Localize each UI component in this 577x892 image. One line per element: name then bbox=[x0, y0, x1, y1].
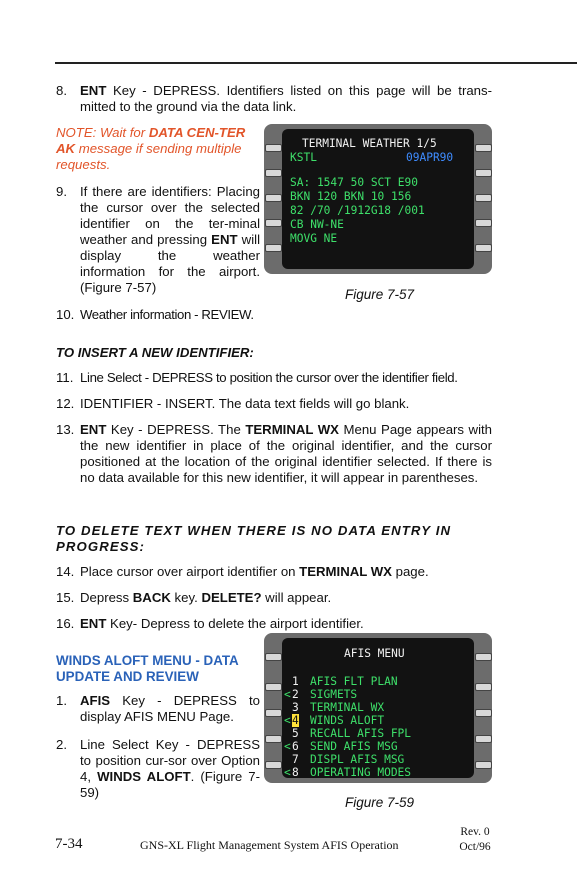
note-text: NOTE: Wait for bbox=[56, 125, 149, 140]
step-number: 16. bbox=[56, 616, 75, 631]
step-number: 2. bbox=[56, 737, 67, 752]
step-13 bbox=[80, 422, 492, 486]
step-text: will display the weather information for the airport. (Figure 7-57) bbox=[80, 232, 260, 295]
step-text: key. bbox=[170, 590, 202, 605]
step-number: 10. bbox=[56, 307, 75, 322]
figure-caption: Figure 7-59 bbox=[345, 795, 415, 810]
step-number: 1. bbox=[56, 693, 67, 708]
screen-line: CB NW-NE bbox=[290, 218, 344, 231]
step-12: IDENTIFIER - INSERT. The data text fields will go blank. bbox=[80, 396, 410, 411]
line-select-key-l4[interactable] bbox=[265, 735, 282, 743]
line-select-key-r3[interactable] bbox=[475, 194, 492, 202]
delete-heading: TO DELETE TEXT WHEN THERE IS NO DATA ENTRY IN PROGRESS: bbox=[56, 523, 452, 554]
cdu-terminal-weather bbox=[264, 124, 492, 274]
key-name: ENT bbox=[80, 83, 107, 98]
menu-item-number: 3 bbox=[292, 701, 299, 714]
option-name: WINDS ALOFT bbox=[97, 769, 191, 784]
menu-item-label[interactable]: OPERATING MODES bbox=[310, 766, 412, 778]
page-name: TERMINAL WX bbox=[299, 564, 392, 579]
step-14 bbox=[80, 564, 429, 580]
step-number: 9. bbox=[56, 184, 67, 199]
step-10: Weather information - REVIEW. bbox=[80, 307, 254, 322]
line-select-key-l3[interactable] bbox=[265, 194, 282, 202]
note-text: message if sending multiple requests. bbox=[56, 141, 242, 172]
prompt-text: DELETE? bbox=[201, 590, 262, 605]
cdu-afis-menu bbox=[264, 633, 492, 783]
step-number: 12. bbox=[56, 396, 75, 411]
menu-item-label[interactable]: SIGMETS bbox=[310, 688, 358, 701]
step-text: Key - DEPRESS. Identifiers listed on this page will be trans-mitted to the ground via the data link. bbox=[80, 83, 492, 114]
line-select-key-l2[interactable] bbox=[265, 169, 282, 177]
step-text: Key - DEPRESS to display AFIS MENU Page. bbox=[80, 693, 260, 724]
page-name: TERMINAL WX bbox=[245, 422, 339, 437]
menu-item-number: 8 bbox=[292, 766, 299, 778]
menu-item-label[interactable]: TERMINAL WX bbox=[310, 701, 385, 714]
menu-item-label[interactable]: AFIS FLT PLAN bbox=[310, 675, 398, 688]
line-select-key-r4[interactable] bbox=[475, 219, 492, 227]
step-text: Menu Page appears with the new identifier in place of the original identifier, and the cursor positioned at the location of the original identifier selected. If there is no data available for this new identifier, it will appear in parentheses. bbox=[80, 422, 492, 485]
line-select-key-l3[interactable] bbox=[265, 709, 282, 717]
step-9 bbox=[80, 184, 260, 296]
line-select-key-l1[interactable] bbox=[265, 653, 282, 661]
screen-title: TERMINAL WEATHER 1/5 bbox=[302, 137, 437, 150]
header-rule bbox=[55, 62, 577, 64]
line-select-key-r1[interactable] bbox=[475, 653, 492, 661]
revision: Rev. 0 bbox=[460, 826, 490, 838]
key-name: BACK bbox=[132, 590, 171, 605]
step-number: 8. bbox=[56, 83, 67, 98]
line-select-key-r2[interactable] bbox=[475, 169, 492, 177]
key-name: ENT bbox=[80, 616, 107, 631]
line-select-key-r2[interactable] bbox=[475, 683, 492, 691]
footer-title: GNS-XL Flight Management System AFIS Operation bbox=[140, 838, 399, 852]
line-select-key-l2[interactable] bbox=[265, 683, 282, 691]
figure-caption: Figure 7-57 bbox=[345, 287, 415, 302]
select-arrow: < bbox=[284, 688, 291, 701]
cdu-screen bbox=[282, 638, 474, 778]
screen-line: SA: 1547 50 SCT E90 bbox=[290, 176, 418, 189]
menu-item-number: 7 bbox=[292, 753, 299, 766]
menu-item-label[interactable]: WINDS ALOFT bbox=[310, 714, 385, 727]
menu-item-label[interactable]: SEND AFIS MSG bbox=[310, 740, 398, 753]
revision-block bbox=[455, 825, 495, 855]
select-arrow: < bbox=[284, 766, 291, 778]
screen-title: AFIS MENU bbox=[344, 647, 405, 660]
step-text: Depress bbox=[80, 590, 133, 605]
screen-ident: KSTL bbox=[290, 151, 317, 164]
step-text: page. bbox=[391, 564, 429, 579]
cdu-screen bbox=[282, 129, 474, 269]
cursor-highlight: 4 bbox=[292, 714, 299, 727]
winds-aloft-heading: WINDS ALOFT MENU - DATA UPDATE AND REVIEW bbox=[56, 653, 239, 684]
line-select-key-l4[interactable] bbox=[265, 219, 282, 227]
line-select-key-r3[interactable] bbox=[475, 709, 492, 717]
winds-step-1 bbox=[80, 693, 260, 725]
step-number: 11. bbox=[56, 370, 74, 385]
winds-step-2 bbox=[80, 737, 260, 801]
key-name: ENT bbox=[80, 422, 107, 437]
line-select-key-r1[interactable] bbox=[475, 144, 492, 152]
insert-heading: TO INSERT A NEW IDENTIFIER: bbox=[56, 345, 254, 360]
step-text: If there are identifiers: Placing the cursor over the selected identifier on the ter-minal weather and pressing bbox=[80, 184, 260, 247]
line-select-key-r4[interactable] bbox=[475, 735, 492, 743]
menu-item-label[interactable]: DISPL AFIS MSG bbox=[310, 753, 405, 766]
step-text: will appear. bbox=[261, 590, 332, 605]
key-name: AFIS bbox=[80, 693, 111, 708]
menu-item-label[interactable]: RECALL AFIS FPL bbox=[310, 727, 412, 740]
select-arrow: < bbox=[284, 714, 291, 727]
menu-item-number: 6 bbox=[292, 740, 299, 753]
step-text: . (Figure 7-59) bbox=[80, 769, 260, 800]
note bbox=[56, 125, 261, 173]
step-number: 13. bbox=[56, 422, 75, 437]
step-15 bbox=[80, 590, 331, 606]
step-8 bbox=[80, 83, 492, 115]
step-text: Key - DEPRESS. The bbox=[106, 422, 246, 437]
screen-line: MOVG NE bbox=[290, 232, 338, 245]
revision-date: Oct/96 bbox=[459, 841, 491, 853]
page-number: 7-34 bbox=[55, 836, 83, 852]
line-select-key-r5[interactable] bbox=[475, 761, 492, 769]
step-text: Place cursor over airport identifier on bbox=[80, 564, 300, 579]
screen-line: 82 /70 /1912G18 /001 bbox=[290, 204, 425, 217]
step-text: Line Select Key - DEPRESS to position cur-sor over Option 4, bbox=[80, 737, 260, 784]
menu-item-number: 1 bbox=[292, 675, 299, 688]
menu-item-number: 2 bbox=[292, 688, 299, 701]
step-number: 14. bbox=[56, 564, 75, 579]
line-select-key-l5[interactable] bbox=[265, 244, 282, 252]
select-arrow: < bbox=[284, 740, 291, 753]
step-number: 15. bbox=[56, 590, 75, 605]
screen-date: 09APR90 bbox=[406, 151, 454, 164]
line-select-key-l5[interactable] bbox=[265, 761, 282, 769]
line-select-key-l1[interactable] bbox=[265, 144, 282, 152]
step-11: Line Select - DEPRESS to position the cursor over the identifier field. bbox=[80, 370, 458, 385]
line-select-key-r5[interactable] bbox=[475, 244, 492, 252]
note-bold: DATA CEN-TER AK bbox=[56, 125, 246, 156]
step-text: Key- Depress to delete the airport identifier. bbox=[106, 616, 364, 631]
menu-item-number: 5 bbox=[292, 727, 299, 740]
key-name: ENT bbox=[211, 232, 238, 247]
screen-line: BKN 120 BKN 10 156 bbox=[290, 190, 412, 203]
step-16 bbox=[80, 616, 364, 632]
